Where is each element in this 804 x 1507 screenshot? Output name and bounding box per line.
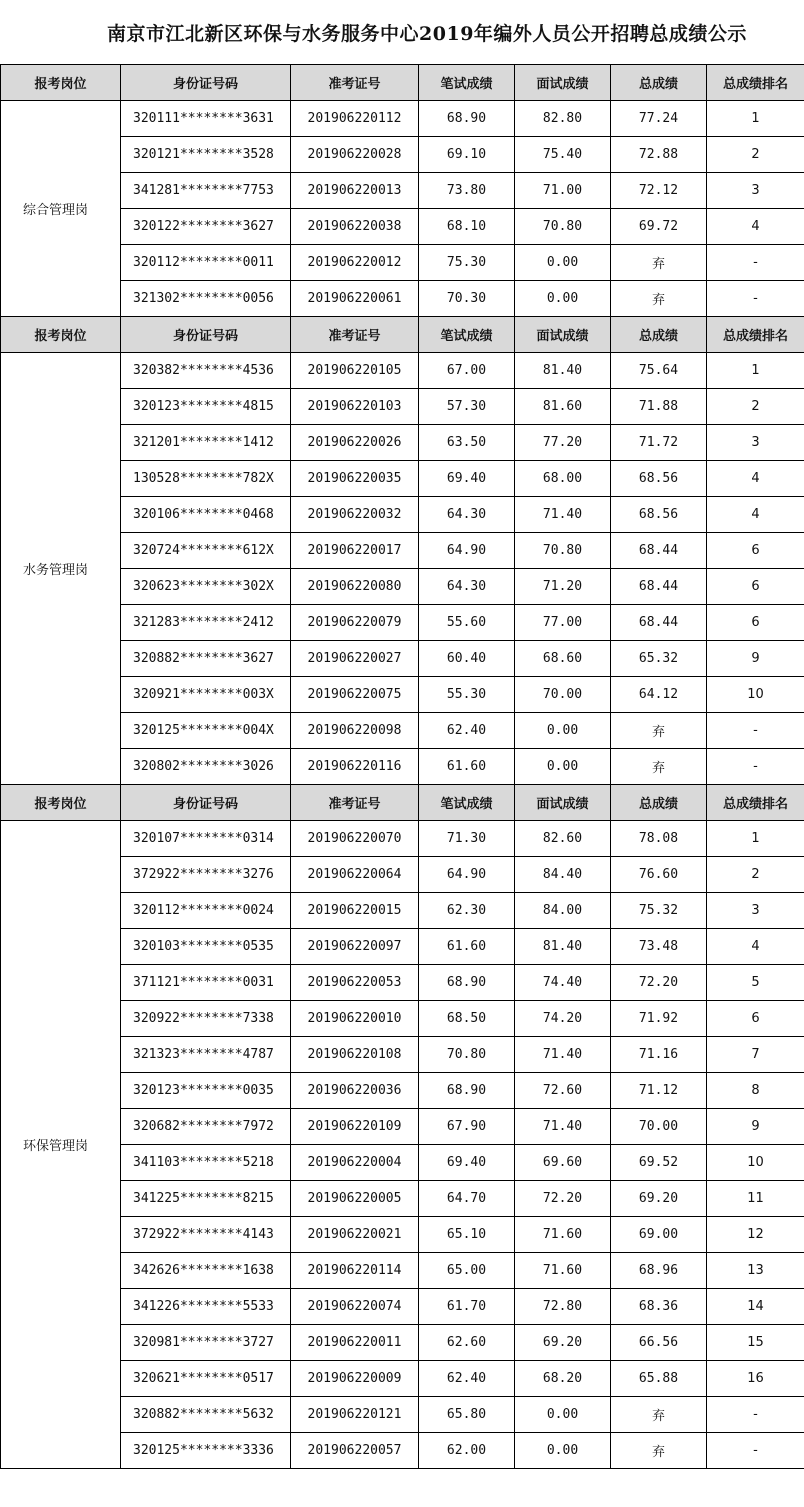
column-header-exam-number: 准考证号: [291, 785, 419, 821]
interview-score-cell: 71.40: [515, 1037, 611, 1073]
written-score-cell: 68.10: [419, 209, 515, 245]
exam-number-cell: 201906220116: [291, 749, 419, 785]
interview-score-cell: 72.60: [515, 1073, 611, 1109]
table-row: [1, 1433, 804, 1469]
total-score-cell: 75.64: [611, 353, 707, 389]
exam-number-cell: 201906220011: [291, 1325, 419, 1361]
exam-number-cell: 201906220108: [291, 1037, 419, 1073]
rank-cell: 9: [707, 1109, 804, 1145]
table-row: [1, 425, 804, 461]
id-number-cell: 320981********3727: [121, 1325, 291, 1361]
total-score-cell: 72.88: [611, 137, 707, 173]
position-group-label: 环保管理岗: [1, 821, 121, 1469]
table-row: [1, 101, 804, 137]
id-number-cell: 320122********3627: [121, 209, 291, 245]
interview-score-cell: 70.80: [515, 533, 611, 569]
table-row: [1, 1253, 804, 1289]
id-number-cell: 320111********3631: [121, 101, 291, 137]
exam-number-cell: 201906220105: [291, 353, 419, 389]
written-score-cell: 69.40: [419, 1145, 515, 1181]
table-row: [1, 497, 804, 533]
written-score-cell: 64.90: [419, 533, 515, 569]
position-group-label: 综合管理岗: [1, 101, 121, 317]
written-score-cell: 65.80: [419, 1397, 515, 1433]
column-header-written-score: 笔试成绩: [419, 317, 515, 353]
rank-cell: -: [707, 1397, 804, 1433]
total-score-cell: 72.12: [611, 173, 707, 209]
rank-cell: 2: [707, 857, 804, 893]
exam-number-cell: 201906220057: [291, 1433, 419, 1469]
table-row: [1, 749, 804, 785]
rank-cell: 3: [707, 425, 804, 461]
id-number-cell: 320882********3627: [121, 641, 291, 677]
table-row: [1, 857, 804, 893]
id-number-cell: 320382********4536: [121, 353, 291, 389]
total-score-cell: 77.24: [611, 101, 707, 137]
interview-score-cell: 0.00: [515, 749, 611, 785]
written-score-cell: 67.90: [419, 1109, 515, 1145]
total-score-cell: 弃: [611, 1433, 707, 1469]
interview-score-cell: 72.80: [515, 1289, 611, 1325]
interview-score-cell: 69.60: [515, 1145, 611, 1181]
column-header-interview-score: 面试成绩: [515, 785, 611, 821]
total-score-cell: 68.44: [611, 569, 707, 605]
interview-score-cell: 68.60: [515, 641, 611, 677]
column-header-interview-score: 面试成绩: [515, 65, 611, 101]
written-score-cell: 61.70: [419, 1289, 515, 1325]
rank-cell: 6: [707, 605, 804, 641]
column-header-position: 报考岗位: [1, 317, 121, 353]
table-row: [1, 605, 804, 641]
rank-cell: 6: [707, 1001, 804, 1037]
written-score-cell: 62.00: [419, 1433, 515, 1469]
rank-cell: 10: [707, 677, 804, 713]
total-score-cell: 弃: [611, 1397, 707, 1433]
id-number-cell: 321302********0056: [121, 281, 291, 317]
id-number-cell: 320121********3528: [121, 137, 291, 173]
total-score-cell: 68.36: [611, 1289, 707, 1325]
written-score-cell: 64.30: [419, 497, 515, 533]
id-number-cell: 320107********0314: [121, 821, 291, 857]
exam-number-cell: 201906220026: [291, 425, 419, 461]
interview-score-cell: 0.00: [515, 1433, 611, 1469]
column-header-total-score: 总成绩: [611, 65, 707, 101]
total-score-cell: 弃: [611, 281, 707, 317]
total-score-cell: 71.16: [611, 1037, 707, 1073]
written-score-cell: 62.40: [419, 1361, 515, 1397]
interview-score-cell: 77.20: [515, 425, 611, 461]
total-score-cell: 68.96: [611, 1253, 707, 1289]
id-number-cell: 321283********2412: [121, 605, 291, 641]
table-row: [1, 1109, 804, 1145]
column-header-rank: 总成绩排名: [707, 65, 804, 101]
header-row: [1, 785, 804, 821]
exam-number-cell: 201906220010: [291, 1001, 419, 1037]
exam-number-cell: 201906220015: [291, 893, 419, 929]
rank-cell: 9: [707, 641, 804, 677]
written-score-cell: 55.60: [419, 605, 515, 641]
written-score-cell: 68.50: [419, 1001, 515, 1037]
rank-cell: 4: [707, 929, 804, 965]
page-title: 南京市江北新区环保与水务服务中心2019年编外人员公开招聘总成绩公示: [107, 22, 747, 45]
total-score-cell: 弃: [611, 713, 707, 749]
exam-number-cell: 201906220028: [291, 137, 419, 173]
total-score-cell: 64.12: [611, 677, 707, 713]
column-header-exam-number: 准考证号: [291, 317, 419, 353]
written-score-cell: 64.90: [419, 857, 515, 893]
interview-score-cell: 71.40: [515, 497, 611, 533]
position-group-label: 水务管理岗: [1, 353, 121, 785]
written-score-cell: 55.30: [419, 677, 515, 713]
interview-score-cell: 0.00: [515, 281, 611, 317]
rank-cell: 10: [707, 1145, 804, 1181]
id-number-cell: 321201********1412: [121, 425, 291, 461]
id-number-cell: 320921********003X: [121, 677, 291, 713]
exam-number-cell: 201906220017: [291, 533, 419, 569]
rank-cell: 6: [707, 569, 804, 605]
table-row: [1, 389, 804, 425]
total-score-cell: 69.52: [611, 1145, 707, 1181]
rank-cell: 2: [707, 389, 804, 425]
total-score-cell: 弃: [611, 749, 707, 785]
written-score-cell: 70.30: [419, 281, 515, 317]
written-score-cell: 64.70: [419, 1181, 515, 1217]
written-score-cell: 68.90: [419, 101, 515, 137]
table-row: [1, 245, 804, 281]
table-row: [1, 677, 804, 713]
rank-cell: 1: [707, 101, 804, 137]
exam-number-cell: 201906220032: [291, 497, 419, 533]
exam-number-cell: 201906220098: [291, 713, 419, 749]
written-score-cell: 65.10: [419, 1217, 515, 1253]
column-header-rank: 总成绩排名: [707, 317, 804, 353]
rank-cell: 1: [707, 821, 804, 857]
rank-cell: 1: [707, 353, 804, 389]
header-row: [1, 65, 804, 101]
written-score-cell: 64.30: [419, 569, 515, 605]
interview-score-cell: 72.20: [515, 1181, 611, 1217]
id-number-cell: 320724********612X: [121, 533, 291, 569]
interview-score-cell: 68.20: [515, 1361, 611, 1397]
rank-cell: -: [707, 1433, 804, 1469]
rank-cell: 5: [707, 965, 804, 1001]
written-score-cell: 57.30: [419, 389, 515, 425]
table-row: [1, 1181, 804, 1217]
exam-number-cell: 201906220070: [291, 821, 419, 857]
exam-number-cell: 201906220036: [291, 1073, 419, 1109]
id-number-cell: 320123********0035: [121, 1073, 291, 1109]
exam-number-cell: 201906220013: [291, 173, 419, 209]
total-score-cell: 68.56: [611, 461, 707, 497]
rank-cell: 12: [707, 1217, 804, 1253]
id-number-cell: 320123********4815: [121, 389, 291, 425]
table-row: [1, 281, 804, 317]
written-score-cell: 60.40: [419, 641, 515, 677]
interview-score-cell: 0.00: [515, 245, 611, 281]
interview-score-cell: 81.40: [515, 929, 611, 965]
id-number-cell: 341226********5533: [121, 1289, 291, 1325]
table-row: [1, 1037, 804, 1073]
interview-score-cell: 84.40: [515, 857, 611, 893]
rank-cell: -: [707, 713, 804, 749]
id-number-cell: 342626********1638: [121, 1253, 291, 1289]
exam-number-cell: 201906220112: [291, 101, 419, 137]
total-score-cell: 70.00: [611, 1109, 707, 1145]
rank-cell: 6: [707, 533, 804, 569]
id-number-cell: 320125********3336: [121, 1433, 291, 1469]
rank-cell: 3: [707, 893, 804, 929]
rank-cell: -: [707, 281, 804, 317]
total-score-cell: 69.00: [611, 1217, 707, 1253]
table-row: [1, 821, 804, 857]
interview-score-cell: 81.40: [515, 353, 611, 389]
interview-score-cell: 81.60: [515, 389, 611, 425]
interview-score-cell: 70.80: [515, 209, 611, 245]
column-header-id-number: 身份证号码: [121, 65, 291, 101]
id-number-cell: 341281********7753: [121, 173, 291, 209]
total-score-cell: 66.56: [611, 1325, 707, 1361]
exam-number-cell: 201906220075: [291, 677, 419, 713]
total-score-cell: 65.88: [611, 1361, 707, 1397]
rank-cell: 11: [707, 1181, 804, 1217]
exam-number-cell: 201906220080: [291, 569, 419, 605]
total-score-cell: 68.56: [611, 497, 707, 533]
exam-number-cell: 201906220005: [291, 1181, 419, 1217]
total-score-cell: 75.32: [611, 893, 707, 929]
table-row: [1, 533, 804, 569]
id-number-cell: 320882********5632: [121, 1397, 291, 1433]
rank-cell: 4: [707, 461, 804, 497]
id-number-cell: 130528********782X: [121, 461, 291, 497]
exam-number-cell: 201906220038: [291, 209, 419, 245]
id-number-cell: 320103********0535: [121, 929, 291, 965]
rank-cell: 2: [707, 137, 804, 173]
interview-score-cell: 82.80: [515, 101, 611, 137]
id-number-cell: 320112********0024: [121, 893, 291, 929]
exam-number-cell: 201906220109: [291, 1109, 419, 1145]
interview-score-cell: 75.40: [515, 137, 611, 173]
written-score-cell: 70.80: [419, 1037, 515, 1073]
id-number-cell: 320112********0011: [121, 245, 291, 281]
table-row: [1, 1217, 804, 1253]
written-score-cell: 62.30: [419, 893, 515, 929]
id-number-cell: 320106********0468: [121, 497, 291, 533]
written-score-cell: 73.80: [419, 173, 515, 209]
table-row: [1, 893, 804, 929]
rank-cell: -: [707, 245, 804, 281]
header-row: [1, 317, 804, 353]
column-header-id-number: 身份证号码: [121, 317, 291, 353]
exam-number-cell: 201906220114: [291, 1253, 419, 1289]
results-table: [0, 64, 804, 1507]
column-header-interview-score: 面试成绩: [515, 317, 611, 353]
exam-number-cell: 201906220074: [291, 1289, 419, 1325]
id-number-cell: 371121********0031: [121, 965, 291, 1001]
id-number-cell: 320621********0517: [121, 1361, 291, 1397]
total-score-cell: 73.48: [611, 929, 707, 965]
interview-score-cell: 71.60: [515, 1253, 611, 1289]
table-row: [1, 1001, 804, 1037]
exam-number-cell: 201906220053: [291, 965, 419, 1001]
written-score-cell: 62.60: [419, 1325, 515, 1361]
id-number-cell: 372922********4143: [121, 1217, 291, 1253]
rank-cell: 7: [707, 1037, 804, 1073]
id-number-cell: 341225********8215: [121, 1181, 291, 1217]
table-row: [1, 1073, 804, 1109]
exam-number-cell: 201906220009: [291, 1361, 419, 1397]
written-score-cell: 68.90: [419, 965, 515, 1001]
interview-score-cell: 71.60: [515, 1217, 611, 1253]
total-score-cell: 72.20: [611, 965, 707, 1001]
table-row: [1, 713, 804, 749]
column-header-written-score: 笔试成绩: [419, 65, 515, 101]
column-header-total-score: 总成绩: [611, 317, 707, 353]
column-header-exam-number: 准考证号: [291, 65, 419, 101]
interview-score-cell: 69.20: [515, 1325, 611, 1361]
total-score-cell: 68.44: [611, 605, 707, 641]
table-row: [1, 353, 804, 389]
written-score-cell: 69.40: [419, 461, 515, 497]
table-row: [1, 569, 804, 605]
exam-number-cell: 201906220012: [291, 245, 419, 281]
total-score-cell: 71.72: [611, 425, 707, 461]
total-score-cell: 65.32: [611, 641, 707, 677]
interview-score-cell: 70.00: [515, 677, 611, 713]
column-header-total-score: 总成绩: [611, 785, 707, 821]
exam-number-cell: 201906220097: [291, 929, 419, 965]
written-score-cell: 69.10: [419, 137, 515, 173]
interview-score-cell: 68.00: [515, 461, 611, 497]
interview-score-cell: 74.20: [515, 1001, 611, 1037]
table-row: [1, 1397, 804, 1433]
table-row: [1, 965, 804, 1001]
exam-number-cell: 201906220103: [291, 389, 419, 425]
interview-score-cell: 82.60: [515, 821, 611, 857]
exam-number-cell: 201906220004: [291, 1145, 419, 1181]
rank-cell: 16: [707, 1361, 804, 1397]
exam-number-cell: 201906220035: [291, 461, 419, 497]
id-number-cell: 372922********3276: [121, 857, 291, 893]
rank-cell: 4: [707, 497, 804, 533]
total-score-cell: 71.92: [611, 1001, 707, 1037]
total-score-cell: 78.08: [611, 821, 707, 857]
total-score-cell: 71.12: [611, 1073, 707, 1109]
interview-score-cell: 71.00: [515, 173, 611, 209]
written-score-cell: 75.30: [419, 245, 515, 281]
total-score-cell: 69.20: [611, 1181, 707, 1217]
id-number-cell: 320922********7338: [121, 1001, 291, 1037]
table-row: [1, 173, 804, 209]
interview-score-cell: 77.00: [515, 605, 611, 641]
rank-cell: 13: [707, 1253, 804, 1289]
exam-number-cell: 201906220121: [291, 1397, 419, 1433]
table-row: [1, 1289, 804, 1325]
rank-cell: 4: [707, 209, 804, 245]
exam-number-cell: 201906220079: [291, 605, 419, 641]
written-score-cell: 71.30: [419, 821, 515, 857]
rank-cell: 14: [707, 1289, 804, 1325]
table-row: [1, 1361, 804, 1397]
table-row: [1, 1145, 804, 1181]
interview-score-cell: 71.20: [515, 569, 611, 605]
written-score-cell: 67.00: [419, 353, 515, 389]
column-header-written-score: 笔试成绩: [419, 785, 515, 821]
table-row: [1, 137, 804, 173]
written-score-cell: 65.00: [419, 1253, 515, 1289]
exam-number-cell: 201906220064: [291, 857, 419, 893]
total-score-cell: 76.60: [611, 857, 707, 893]
exam-number-cell: 201906220027: [291, 641, 419, 677]
id-number-cell: 320125********004X: [121, 713, 291, 749]
id-number-cell: 320802********3026: [121, 749, 291, 785]
total-score-cell: 71.88: [611, 389, 707, 425]
rank-cell: -: [707, 749, 804, 785]
table-row: [1, 641, 804, 677]
id-number-cell: 341103********5218: [121, 1145, 291, 1181]
interview-score-cell: 0.00: [515, 1397, 611, 1433]
table-row: [1, 461, 804, 497]
column-header-position: 报考岗位: [1, 65, 121, 101]
table-row: [1, 929, 804, 965]
id-number-cell: 320623********302X: [121, 569, 291, 605]
exam-number-cell: 201906220061: [291, 281, 419, 317]
interview-score-cell: 84.00: [515, 893, 611, 929]
total-score-cell: 68.44: [611, 533, 707, 569]
column-header-rank: 总成绩排名: [707, 785, 804, 821]
total-score-cell: 弃: [611, 245, 707, 281]
interview-score-cell: 71.40: [515, 1109, 611, 1145]
table-row: [1, 209, 804, 245]
written-score-cell: 68.90: [419, 1073, 515, 1109]
written-score-cell: 63.50: [419, 425, 515, 461]
interview-score-cell: 74.40: [515, 965, 611, 1001]
total-score-cell: 69.72: [611, 209, 707, 245]
exam-number-cell: 201906220021: [291, 1217, 419, 1253]
id-number-cell: 320682********7972: [121, 1109, 291, 1145]
rank-cell: 3: [707, 173, 804, 209]
written-score-cell: 61.60: [419, 929, 515, 965]
column-header-position: 报考岗位: [1, 785, 121, 821]
written-score-cell: 62.40: [419, 713, 515, 749]
table-row: [1, 1325, 804, 1361]
id-number-cell: 321323********4787: [121, 1037, 291, 1073]
interview-score-cell: 0.00: [515, 713, 611, 749]
column-header-id-number: 身份证号码: [121, 785, 291, 821]
written-score-cell: 61.60: [419, 749, 515, 785]
rank-cell: 15: [707, 1325, 804, 1361]
rank-cell: 8: [707, 1073, 804, 1109]
